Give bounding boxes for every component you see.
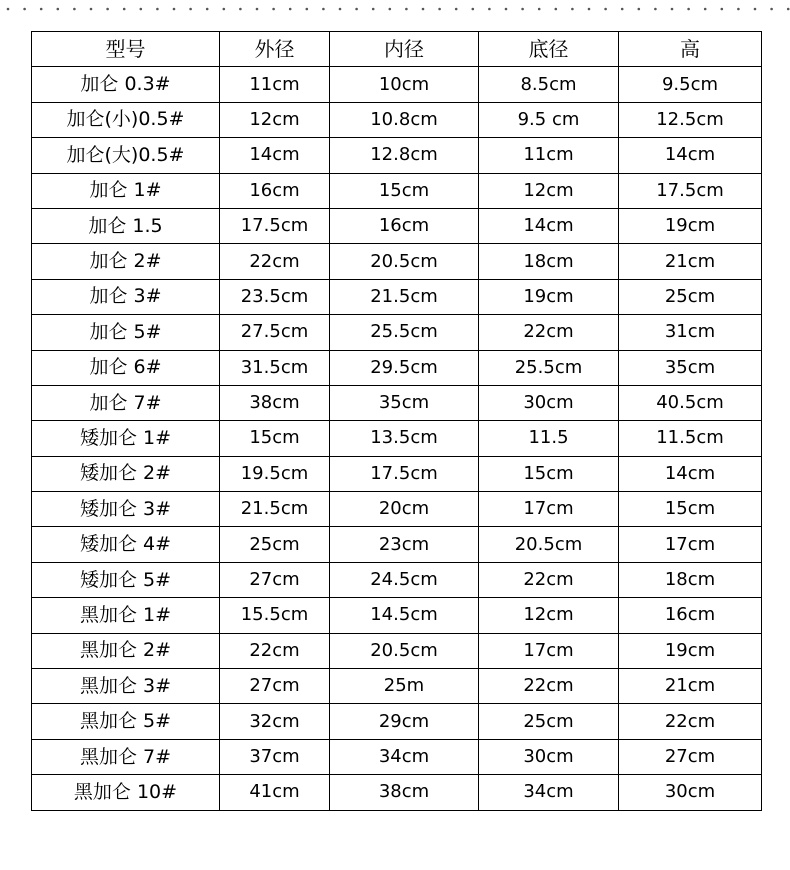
divider-dot — [256, 8, 259, 11]
inner-diameter-cell: 20.5cm — [330, 633, 479, 668]
inner-diameter-cell: 29cm — [330, 704, 479, 739]
divider-dot — [73, 8, 76, 11]
model-cell: 黑加仑 2# — [32, 633, 220, 668]
outer-diameter-cell: 41cm — [220, 775, 330, 810]
model-cell: 黑加仑 10# — [32, 775, 220, 810]
divider-dot — [123, 8, 126, 11]
outer-diameter-cell: 11cm — [220, 67, 330, 102]
height-cell: 16cm — [619, 598, 762, 633]
base-diameter-cell: 12cm — [479, 173, 619, 208]
table-row — [32, 208, 762, 243]
divider-dot — [488, 8, 491, 11]
height-cell: 17cm — [619, 527, 762, 562]
height-cell: 27cm — [619, 739, 762, 774]
outer-diameter-cell: 31.5cm — [220, 350, 330, 385]
inner-diameter-cell: 23cm — [330, 527, 479, 562]
height-cell: 11.5cm — [619, 421, 762, 456]
height-cell: 15cm — [619, 492, 762, 527]
height-cell: 22cm — [619, 704, 762, 739]
table-row — [32, 527, 762, 562]
model-cell: 加仑(大)0.5# — [32, 138, 220, 173]
inner-diameter-cell: 14.5cm — [330, 598, 479, 633]
inner-diameter-cell: 21.5cm — [330, 279, 479, 314]
height-cell: 35cm — [619, 350, 762, 385]
height-cell: 21cm — [619, 669, 762, 704]
divider-dot — [322, 8, 325, 11]
inner-diameter-cell: 25m — [330, 669, 479, 704]
inner-diameter-cell: 35cm — [330, 385, 479, 420]
divider-dot — [671, 8, 674, 11]
outer-diameter-cell: 12cm — [220, 102, 330, 137]
inner-diameter-cell: 24.5cm — [330, 562, 479, 597]
divider-dot — [7, 8, 10, 11]
outer-diameter-cell: 27cm — [220, 669, 330, 704]
height-cell: 9.5cm — [619, 67, 762, 102]
base-diameter-cell: 34cm — [479, 775, 619, 810]
model-cell: 加仑 1.5 — [32, 208, 220, 243]
base-diameter-cell: 20.5cm — [479, 527, 619, 562]
outer-diameter-cell: 25cm — [220, 527, 330, 562]
outer-diameter-cell: 37cm — [220, 739, 330, 774]
divider-dot — [438, 8, 441, 11]
outer-diameter-cell: 15cm — [220, 421, 330, 456]
base-diameter-cell: 22cm — [479, 562, 619, 597]
divider-dot — [521, 8, 524, 11]
divider-dot — [538, 8, 541, 11]
header-base-diameter: 底径 — [479, 32, 619, 67]
divider-dot — [405, 8, 408, 11]
base-diameter-cell: 22cm — [479, 669, 619, 704]
table-row — [32, 633, 762, 668]
table-row — [32, 562, 762, 597]
divider-dot — [156, 8, 159, 11]
outer-diameter-cell: 16cm — [220, 173, 330, 208]
table-row — [32, 492, 762, 527]
height-cell: 21cm — [619, 244, 762, 279]
divider-dot — [555, 8, 558, 11]
divider-dot — [289, 8, 292, 11]
model-cell: 加仑 6# — [32, 350, 220, 385]
divider-dot — [57, 8, 60, 11]
table-header-row — [32, 32, 762, 67]
model-cell: 黑加仑 5# — [32, 704, 220, 739]
model-cell: 黑加仑 7# — [32, 739, 220, 774]
table-row — [32, 279, 762, 314]
base-diameter-cell: 8.5cm — [479, 67, 619, 102]
divider-dot — [306, 8, 309, 11]
outer-diameter-cell: 32cm — [220, 704, 330, 739]
inner-diameter-cell: 38cm — [330, 775, 479, 810]
base-diameter-cell: 11.5 — [479, 421, 619, 456]
height-cell: 12.5cm — [619, 102, 762, 137]
divider-dot — [173, 8, 176, 11]
model-cell: 加仑 0.3# — [32, 67, 220, 102]
model-cell: 加仑 5# — [32, 315, 220, 350]
divider-dot — [23, 8, 26, 11]
divider-dot — [704, 8, 707, 11]
height-cell: 14cm — [619, 456, 762, 491]
outer-diameter-cell: 22cm — [220, 633, 330, 668]
inner-diameter-cell: 15cm — [330, 173, 479, 208]
inner-diameter-cell: 20cm — [330, 492, 479, 527]
divider-dot — [638, 8, 641, 11]
inner-diameter-cell: 16cm — [330, 208, 479, 243]
model-cell: 加仑 1# — [32, 173, 220, 208]
model-cell: 加仑 7# — [32, 385, 220, 420]
divider-dot — [721, 8, 724, 11]
model-cell: 矮加仑 3# — [32, 492, 220, 527]
height-cell: 19cm — [619, 633, 762, 668]
table-row — [32, 421, 762, 456]
table-row — [32, 598, 762, 633]
base-diameter-cell: 30cm — [479, 739, 619, 774]
table-row — [32, 775, 762, 810]
divider-dot — [140, 8, 143, 11]
dotted-divider — [0, 3, 790, 15]
base-diameter-cell: 19cm — [479, 279, 619, 314]
divider-dot — [355, 8, 358, 11]
divider-dot — [770, 8, 773, 11]
divider-dot — [737, 8, 740, 11]
base-diameter-cell: 9.5 cm — [479, 102, 619, 137]
divider-dot — [389, 8, 392, 11]
table-row — [32, 704, 762, 739]
divider-dot — [106, 8, 109, 11]
base-diameter-cell: 15cm — [479, 456, 619, 491]
model-cell: 黑加仑 1# — [32, 598, 220, 633]
outer-diameter-cell: 27.5cm — [220, 315, 330, 350]
header-outer-diameter: 外径 — [220, 32, 330, 67]
table-row — [32, 102, 762, 137]
inner-diameter-cell: 12.8cm — [330, 138, 479, 173]
height-cell: 40.5cm — [619, 385, 762, 420]
outer-diameter-cell: 19.5cm — [220, 456, 330, 491]
divider-dot — [223, 8, 226, 11]
divider-dot — [787, 8, 790, 11]
model-cell: 加仑 3# — [32, 279, 220, 314]
outer-diameter-cell: 17.5cm — [220, 208, 330, 243]
divider-dot — [588, 8, 591, 11]
height-cell: 30cm — [619, 775, 762, 810]
divider-dot — [189, 8, 192, 11]
divider-dot — [621, 8, 624, 11]
base-diameter-cell: 17cm — [479, 492, 619, 527]
header-model: 型号 — [32, 32, 220, 67]
base-diameter-cell: 11cm — [479, 138, 619, 173]
divider-dot — [206, 8, 209, 11]
table-row — [32, 385, 762, 420]
height-cell: 14cm — [619, 138, 762, 173]
height-cell: 31cm — [619, 315, 762, 350]
table-row — [32, 138, 762, 173]
inner-diameter-cell: 13.5cm — [330, 421, 479, 456]
outer-diameter-cell: 23.5cm — [220, 279, 330, 314]
outer-diameter-cell: 22cm — [220, 244, 330, 279]
base-diameter-cell: 30cm — [479, 385, 619, 420]
model-cell: 矮加仑 2# — [32, 456, 220, 491]
divider-dot — [472, 8, 475, 11]
inner-diameter-cell: 10.8cm — [330, 102, 479, 137]
inner-diameter-cell: 29.5cm — [330, 350, 479, 385]
table-row — [32, 739, 762, 774]
height-cell: 25cm — [619, 279, 762, 314]
outer-diameter-cell: 15.5cm — [220, 598, 330, 633]
divider-dot — [604, 8, 607, 11]
model-cell: 矮加仑 1# — [32, 421, 220, 456]
height-cell: 17.5cm — [619, 173, 762, 208]
base-diameter-cell: 17cm — [479, 633, 619, 668]
base-diameter-cell: 25.5cm — [479, 350, 619, 385]
divider-dot — [40, 8, 43, 11]
model-cell: 矮加仑 5# — [32, 562, 220, 597]
height-cell: 19cm — [619, 208, 762, 243]
base-diameter-cell: 25cm — [479, 704, 619, 739]
inner-diameter-cell: 25.5cm — [330, 315, 479, 350]
table-row — [32, 456, 762, 491]
divider-dot — [754, 8, 757, 11]
size-spec-table — [31, 31, 762, 811]
outer-diameter-cell: 21.5cm — [220, 492, 330, 527]
header-inner-diameter: 内径 — [330, 32, 479, 67]
table-row — [32, 315, 762, 350]
model-cell: 加仑(小)0.5# — [32, 102, 220, 137]
inner-diameter-cell: 34cm — [330, 739, 479, 774]
inner-diameter-cell: 17.5cm — [330, 456, 479, 491]
inner-diameter-cell: 10cm — [330, 67, 479, 102]
divider-dot — [272, 8, 275, 11]
divider-dot — [654, 8, 657, 11]
divider-dot — [687, 8, 690, 11]
table-row — [32, 350, 762, 385]
base-diameter-cell: 12cm — [479, 598, 619, 633]
divider-dot — [239, 8, 242, 11]
base-diameter-cell: 22cm — [479, 315, 619, 350]
table-row — [32, 173, 762, 208]
model-cell: 加仑 2# — [32, 244, 220, 279]
table-row — [32, 244, 762, 279]
model-cell: 黑加仑 3# — [32, 669, 220, 704]
divider-dot — [372, 8, 375, 11]
table-row — [32, 669, 762, 704]
outer-diameter-cell: 14cm — [220, 138, 330, 173]
outer-diameter-cell: 38cm — [220, 385, 330, 420]
divider-dot — [455, 8, 458, 11]
base-diameter-cell: 18cm — [479, 244, 619, 279]
divider-dot — [422, 8, 425, 11]
header-height: 高 — [619, 32, 762, 67]
table-row — [32, 67, 762, 102]
model-cell: 矮加仑 4# — [32, 527, 220, 562]
divider-dot — [505, 8, 508, 11]
height-cell: 18cm — [619, 562, 762, 597]
outer-diameter-cell: 27cm — [220, 562, 330, 597]
divider-dot — [339, 8, 342, 11]
base-diameter-cell: 14cm — [479, 208, 619, 243]
divider-dot — [571, 8, 574, 11]
divider-dot — [90, 8, 93, 11]
inner-diameter-cell: 20.5cm — [330, 244, 479, 279]
